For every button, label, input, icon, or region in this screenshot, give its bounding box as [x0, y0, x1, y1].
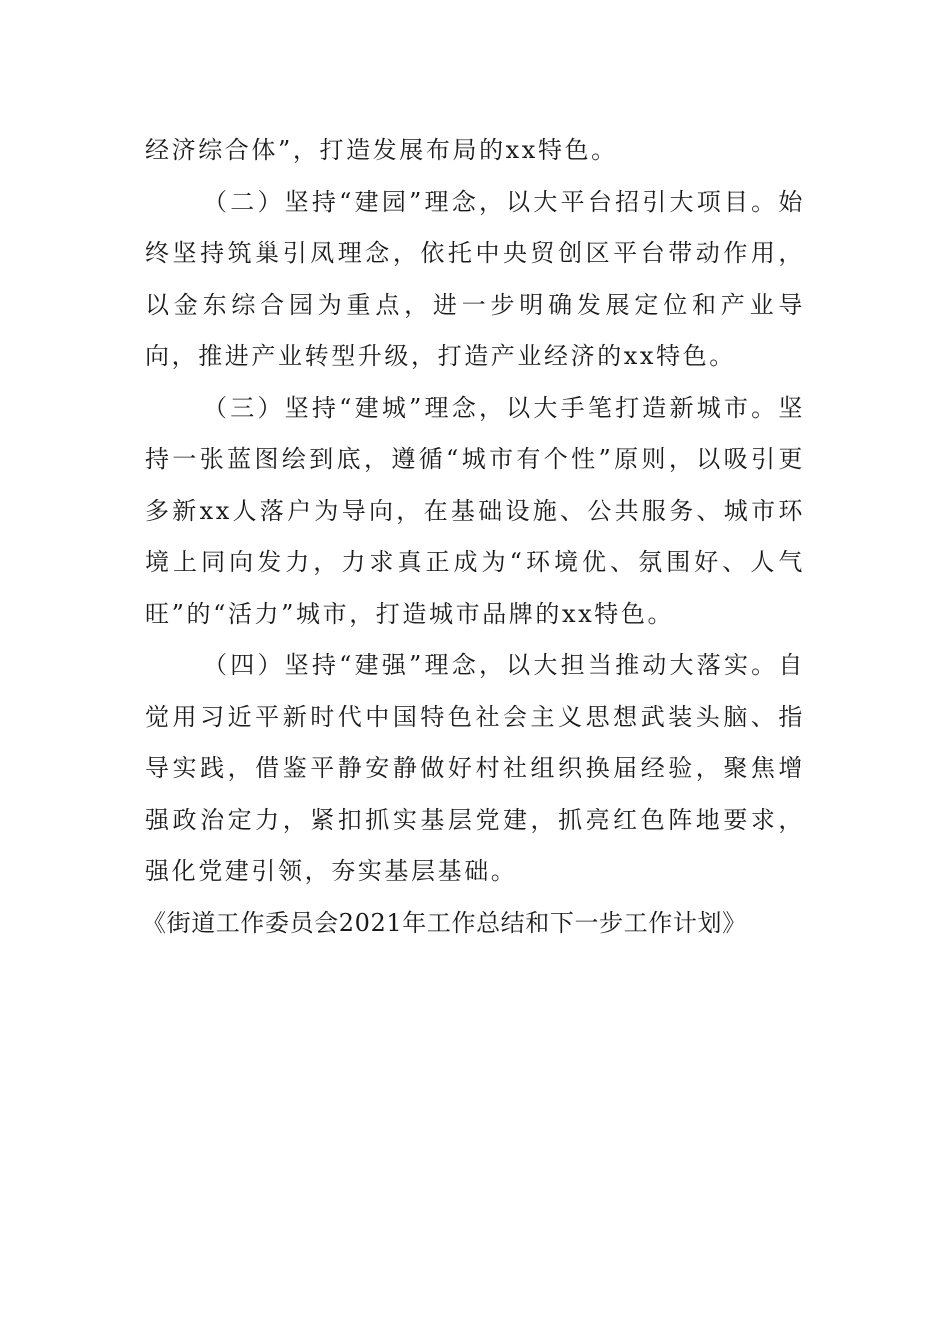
paragraph-build-strong: （四）坚持“建强”理念，以大担当推动大落实。自觉用习近平新时代中国特色社会主义思想武装头脑、指导实践，借鉴平静安静做好村社组织换届经验，聚焦增强政治定力，紧扣抓实基层党建，抓亮红色阵地要求，强化党建引领，夯实基层基础。: [145, 651, 805, 885]
document-title-footer: 《街道工作委员会2021年工作总结和下一步工作计划》: [142, 908, 747, 937]
paragraph-continuation: 经济综合体”，打造发展布局的xx特色。: [145, 136, 618, 164]
paragraph-build-city: （三）坚持“建城”理念，以大手笔打造新城市。坚持一张蓝图绘到底，遵循“城市有个性”原则，以吸引更多新xx人落户为导向，在基础设施、公共服务、城市环境上同向发力，力求真正成为“环境优、氛围好、人气旺”的“活力”城市，打造城市品牌的xx特色。: [145, 393, 805, 628]
document-body: [142, 125, 805, 949]
paragraph-build-park: （二）坚持“建园”理念，以大平台招引大项目。始终坚持筑巢引凤理念，依托中央贸创区平台带动作用，以金东综合园为重点，进一步明确发展定位和产业导向，推进产业转型升级，打造产业经济的xx特色。: [145, 187, 805, 370]
